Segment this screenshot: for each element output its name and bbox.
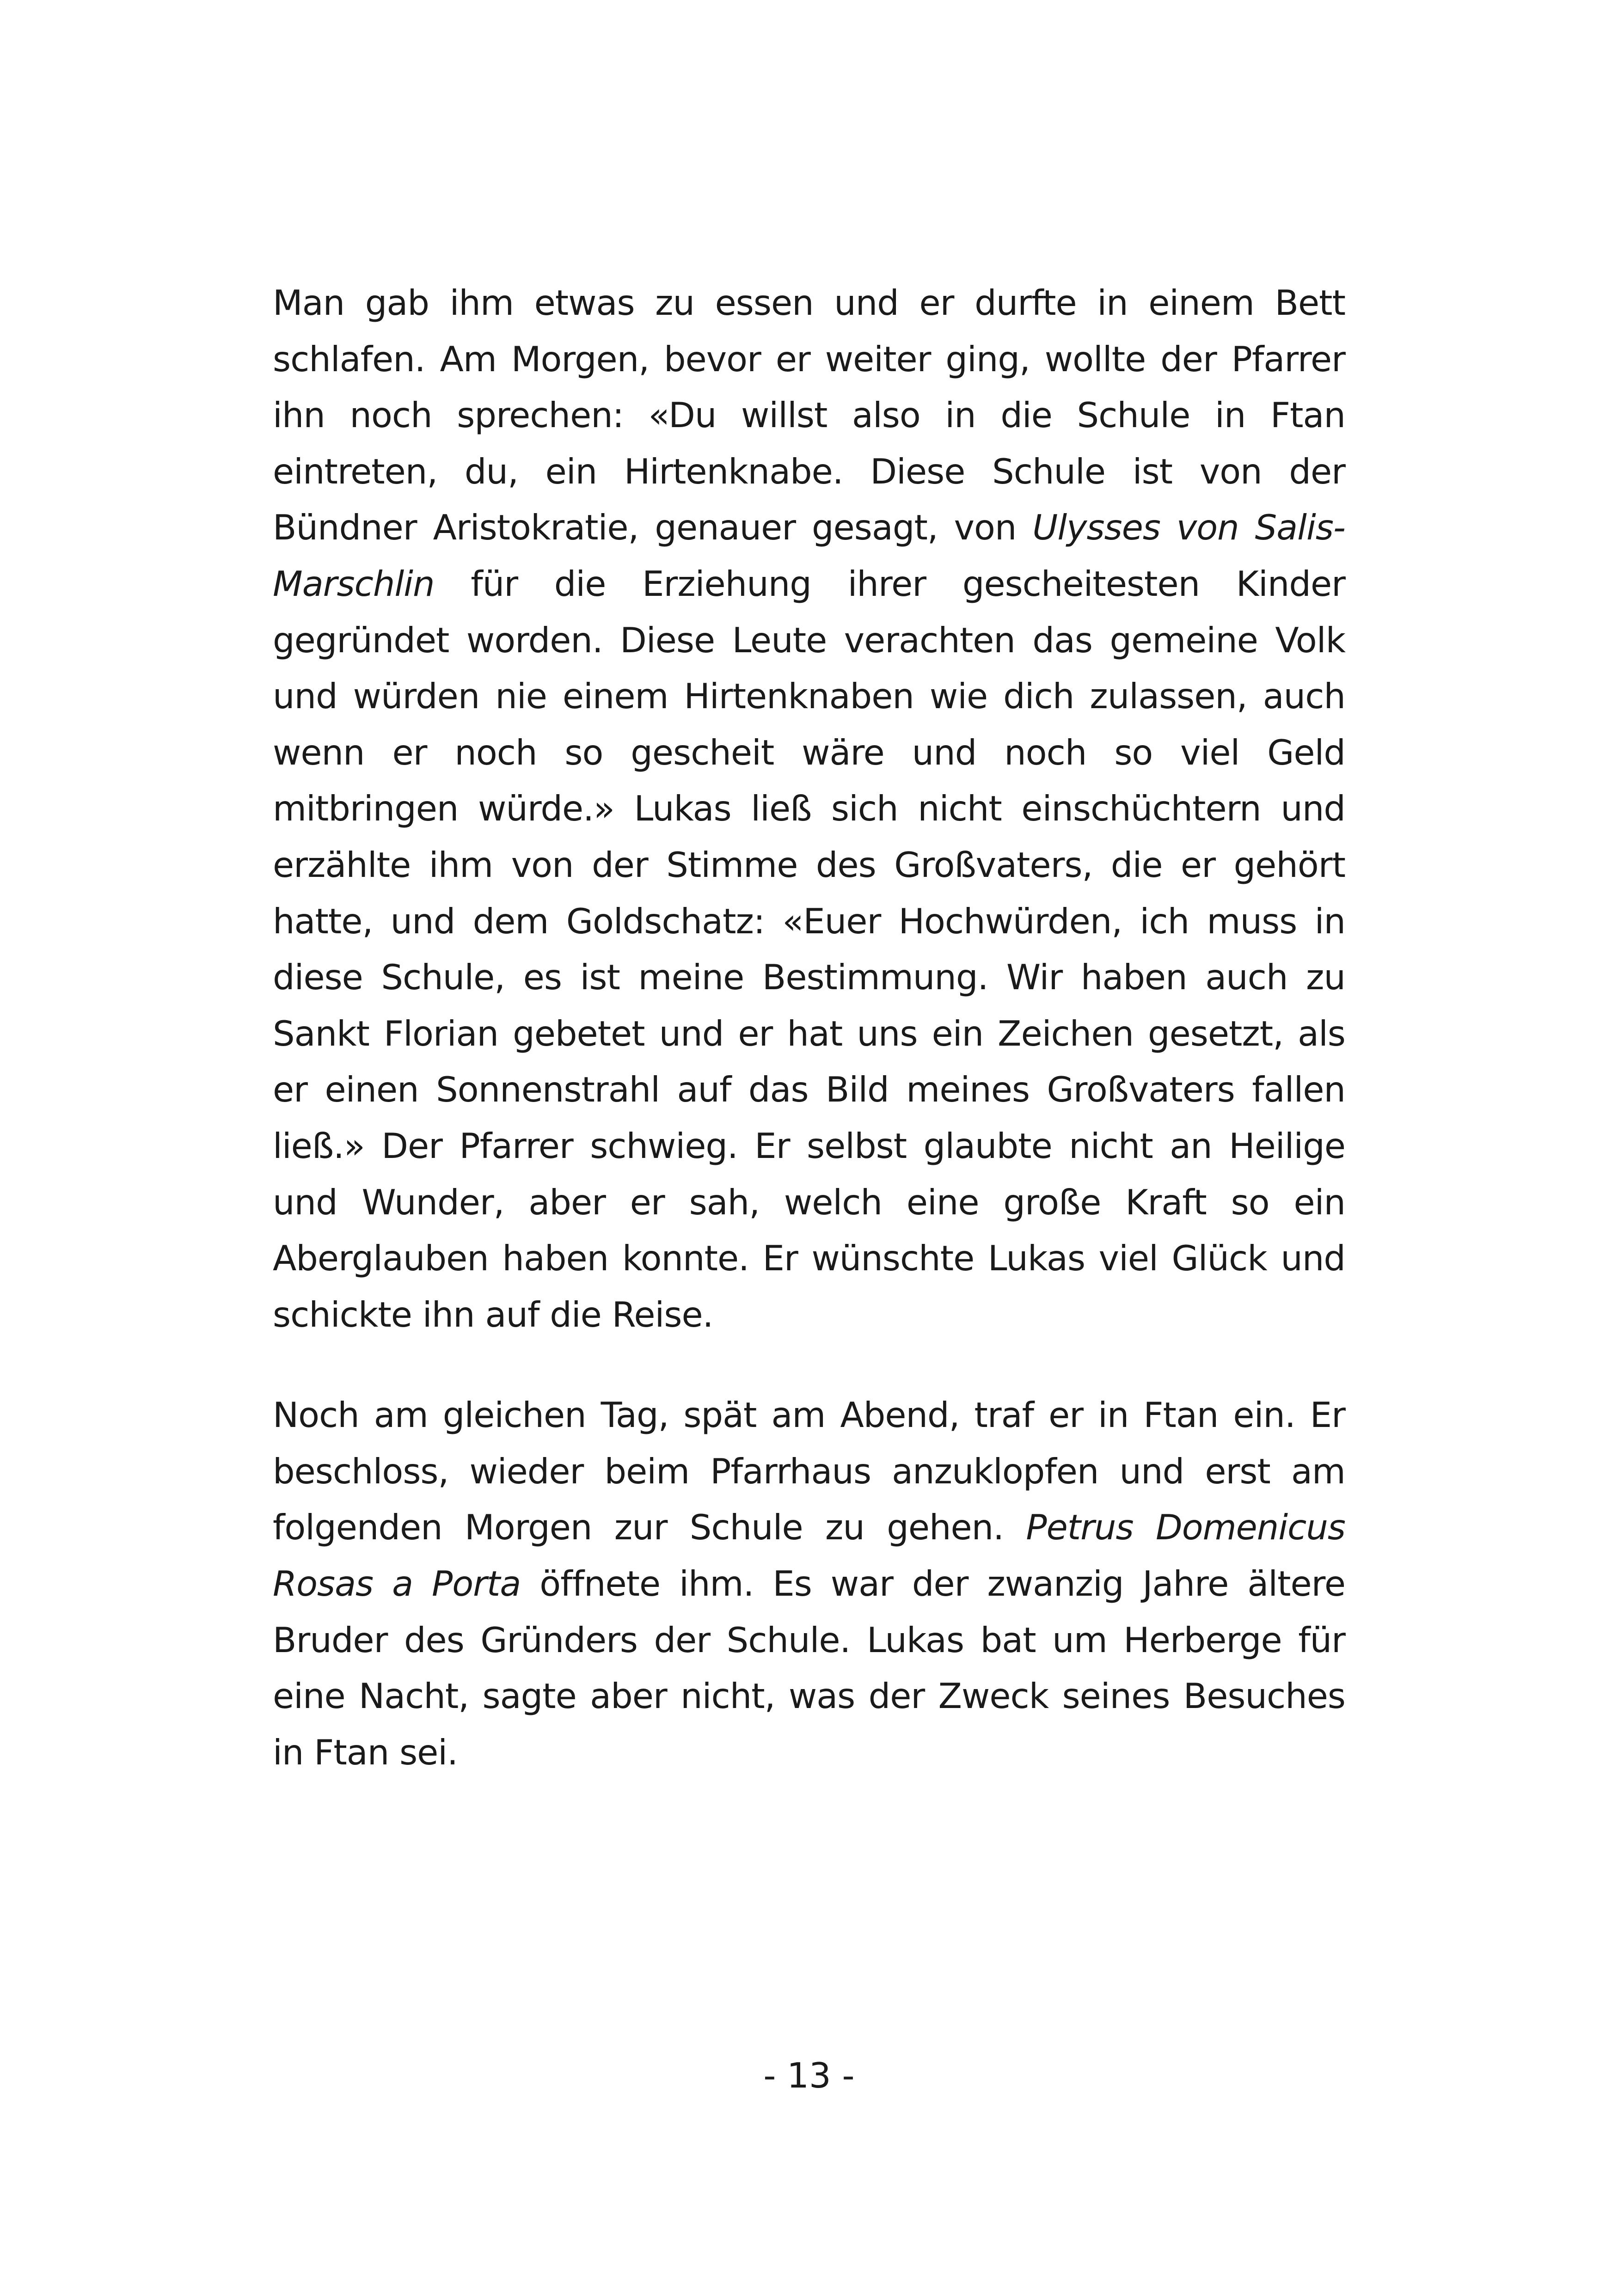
text-run: für die Erziehung ihrer gescheitesten Kinder gegründet worden. Diese Leute verachten das gemeine Volk und würden nie einem Hirtenknaben wie dich zulassen, auch wenn er noch so gescheit wäre und noch so viel Geld mitbringen würde.» Lukas ließ sich nicht einschüchtern und erzählte ihm von der Stimme des Großvaters, die er gehört hatte, und dem Goldschatz: «Euer Hochwürden, ich muss in diese Schule, es ist meine Bestimmung. Wir haben auch zu Sankt Florian gebetet und er hat uns ein Zeichen gesetzt, als er einen Sonnenstrahl auf das Bild meines Großvaters fallen ließ.» Der Pfarrer schwieg. Er selbst glaubte nicht an Heilige und Wunder, aber er sah, welch eine große Kraft so ein Aberglauben haben konnte. Er wünschte Lukas viel Glück und schickte ihn auf die Reise. xyxy=(273,563,1345,1335)
page-number: - 13 - xyxy=(763,2055,855,2096)
body-text xyxy=(273,275,1345,1781)
italic-name: Ulysses von Salis-Marschlin xyxy=(273,507,1345,604)
paragraph-1 xyxy=(273,275,1345,1343)
italic-name: Petrus Domenicus Rosas a Porta xyxy=(273,1507,1345,1604)
text-run: öffnete ihm. Es war der zwanzig Jahre ältere Bruder des Gründers der Schule. Lukas bat um Herberge für eine Nacht, sagte aber nicht, was der Zweck seines Besuches in Ftan sei. xyxy=(273,1563,1346,1773)
text-run: Noch am gleichen Tag, spät am Abend, traf er in Ftan ein. Er beschloss, wieder beim Pfarrhaus anzuklopfen und erst am folgenden Morgen zur Schule zu gehen. xyxy=(273,1395,1345,1548)
paragraph-2 xyxy=(273,1387,1345,1781)
text-run: Man gab ihm etwas zu essen und er durfte in einem Bett schlafen. Am Morgen, bevor er weiter ging, wollte der Pfarrer ihn noch sprechen: «Du willst also in die Schule in Ftan eintreten, du, ein Hirtenknabe. Diese Schule ist von der Bündner Aristokratie, genauer gesagt, von xyxy=(273,282,1345,548)
